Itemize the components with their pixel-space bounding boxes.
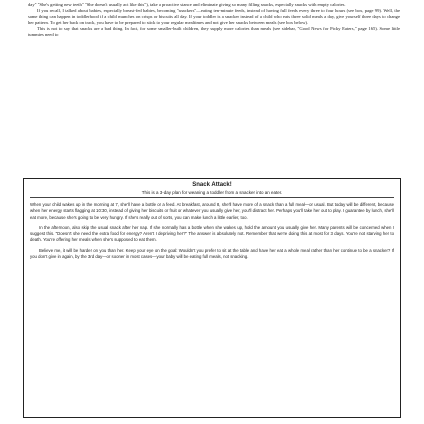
sidebar-paragraph: In the afternoon, also skip the usual snack after her nap. If she normally has a bottle when she wakes up, hold the amount you usually give her. Many parents will be concerned when I suggest this. "Doesn't she need the extra food for energy? Aren't I depriving her?" The answer is absolutely not. Remember that we're doing this at most for 3 days. You're not starving her to death. You're offering her meals when she's supposed to eat them. — [30, 224, 394, 243]
article-body — [28, 2, 400, 39]
sidebar-title: Snack Attack! — [192, 182, 232, 188]
sidebar-subtitle: This is a 3-day plan for weaning a toddler from a snacker into an eater. — [141, 190, 283, 195]
sidebar-body — [30, 202, 394, 260]
article-paragraph: This is not to say that snacks are a bad thing. In fact, for some smaller-built children, they supply more calories than meals (see sidebar, "Good News for Picky Eaters," page 165). Some little tummies need to — [28, 26, 400, 38]
sidebar-paragraph: When your child wakes up in the morning at 7, she'll have a bottle or a feed. At breakfast, around 8, she'll have more of a snack than a full meal—or usual. But today will be different, because when her energy starts flagging at 10:30, instead of giving her biscuits or fruit or whatever you usually give her, you'll distract her. Perhaps you'll take her out to play. I guarantee by lunch, she'll eat more, because she's going to be very hungry. If she's really out of sorts, you can make lunch a little earlier, too. — [30, 202, 394, 220]
article-paragraph: day" "She's getting new teeth" "She doesn't usually act like this"), take a proactive stance and eliminate giving so many filling snacks, especially snacks with empty calories. — [28, 2, 346, 7]
article-paragraph: If you recall, I talked about babies, especially breast-fed babies, becoming "snackers"—eating ten-minute feeds, instead of having full feeds every three to four hours (see box, page 99). Well, the same thing can happen in toddlerhood if a child munches on crisps or biscuits all day. If your toddler is a snacker instead of a child who eats three solid meals a day, give yourself three days to change her pattern. To get her back on track, you have to be prepared to stick to your regular mealtimes and not give her snacks between meals (see box below). — [28, 8, 400, 26]
sidebar-divider — [30, 197, 394, 198]
sidebar-box — [23, 178, 401, 418]
sidebar-paragraph: Believe me, it will be harder on you than her. Keep your eye on the goal: Wouldn't you prefer to sit at the table and have her eat a whole meal rather than her continue to be a snacker? If you don't give in again, by the 3rd day—or sooner in most cases—your baby will be eating full meals, not snacking. — [30, 247, 394, 260]
